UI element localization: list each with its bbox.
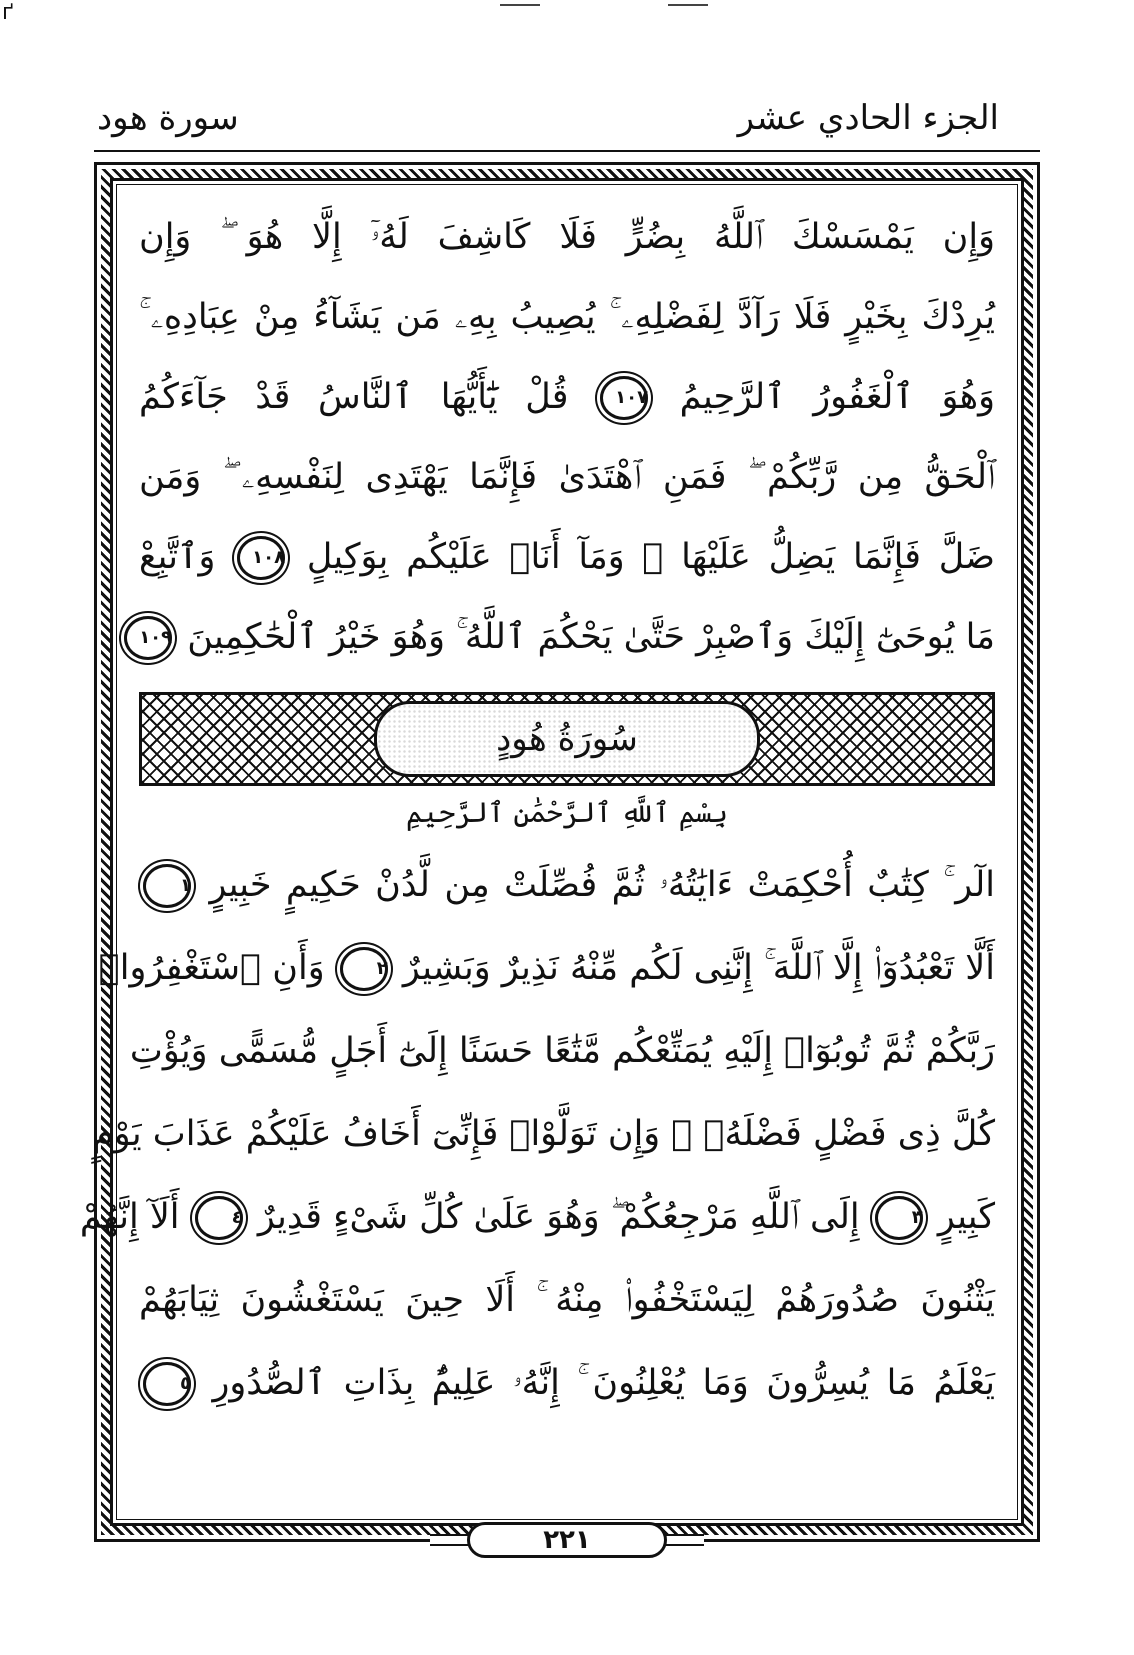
verse-text: يَثْنُونَ صُدُورَهُمْ لِيَسْتَخْفُوا۟ مِنْهُ ۚ أَلَا حِينَ يَسْتَغْشُونَ ثِيَابَهُمْ: [139, 1280, 995, 1320]
ayah-number: ٤: [231, 1207, 243, 1228]
verse-text: إِلَى ٱللَّهِ مَرْجِعُكُمْ ۖ وَهُوَ عَلَىٰ كُلِّ شَىْءٍ قَدِيرٌ: [257, 1197, 860, 1237]
page-plaque-ornament: [664, 1534, 704, 1546]
text-line: [92, 1104, 995, 1164]
surah-title-banner: [139, 692, 995, 786]
header-rule: [94, 150, 1040, 152]
text-line: [79, 1187, 995, 1247]
verse-text: الٓر ۚ كِتَٰبٌ أُحْكِمَتْ ءَايَٰتُهُۥ ثُمَّ فُصِّلَتْ مِن لَّدُنْ حَكِيمٍ خَبِيرٍ: [209, 865, 995, 905]
text-line: [139, 855, 995, 915]
text-line: [139, 527, 995, 587]
basmala: بِسْمِ ٱللَّهِ ٱلرَّحْمَٰنِ ٱلرَّحِيمِ: [405, 796, 728, 829]
text-line: [139, 1270, 995, 1330]
ayah-marker: [340, 947, 388, 991]
verse-text: ضَلَّ فَإِنَّمَا يَضِلُّ عَلَيْهَا ۖ وَمَآ أَنَا۠ عَلَيْكُم بِوَكِيلٍ: [306, 537, 995, 577]
ayah-number: ٣: [911, 1207, 923, 1228]
top-dash: [668, 4, 708, 6]
page-plaque-ornament: [430, 1534, 470, 1546]
text-line: [98, 938, 995, 998]
ayah-marker: [600, 376, 648, 420]
text-line: [139, 447, 995, 507]
verse-text: يُرِدْكَ بِخَيْرٍ فَلَا رَآدَّ لِفَضْلِهِۦ ۚ يُصِيبُ بِهِۦ مَن يَشَآءُ مِنْ عِبَادِهِۦ ۚ: [139, 297, 995, 337]
verse-text: مَا يُوحَىٰٓ إِلَيْكَ وَٱصْبِرْ حَتَّىٰ يَحْكُمَ ٱللَّهُ ۚ وَهُوَ خَيْرُ ٱلْحَٰكِمِينَ: [187, 617, 995, 657]
verse-text: أَلَآ إِنَّهُمْ: [79, 1197, 180, 1237]
text-line: [129, 1021, 995, 1081]
verse-text: رَبَّكُمْ ثُمَّ تُوبُوٓا۟ إِلَيْهِ يُمَتِّعْكُم مَّتَٰعًا حَسَنًا إِلَىٰٓ أَجَلٍ مُّسَمًّى وَيُؤْتِ: [129, 1031, 995, 1071]
ayah-number: ١: [180, 875, 191, 896]
verse-text: وَهُوَ ٱلْغَفُورُ ٱلرَّحِيمُ: [679, 377, 995, 417]
surah-title-cartouche: [374, 701, 760, 777]
ayah-number: ١٠٩: [139, 627, 173, 648]
verse-text: يَعْلَمُ مَا يُسِرُّونَ وَمَا يُعْلِنُونَ ۚ إِنَّهُۥ عَلِيمٌۢ بِذَاتِ ٱلصُّدُورِ: [212, 1363, 995, 1403]
ayah-marker: [143, 1362, 191, 1406]
surah-header: سورة هود: [97, 98, 239, 138]
text-area: [79, 184, 1018, 1520]
text-line: [139, 207, 995, 267]
ayah-marker: [195, 1196, 243, 1240]
ayah-marker: [237, 536, 285, 580]
top-dash: [500, 4, 540, 6]
stray-mark: ґ: [2, 0, 14, 25]
surah-title: سُورَةُ هُودٍ: [496, 719, 638, 759]
text-line: [139, 607, 995, 667]
ayah-number: ٥: [180, 1373, 191, 1394]
verse-text: وَأَنِ ٱسْتَغْفِرُوا۟: [98, 948, 325, 988]
text-line: [139, 1353, 995, 1413]
verse-text: كُلَّ ذِى فَضْلٍ فَضْلَهُۥ ۖ وَإِن تَوَلَّوْا۟ فَإِنِّىٓ أَخَافُ عَلَيْكُمْ عَذَابَ يَوْمٍ: [92, 1114, 995, 1154]
ayah-number: ٢: [376, 958, 388, 979]
text-line: [139, 287, 995, 347]
ayah-marker: [875, 1196, 923, 1240]
ayah-number: ١٠٧: [615, 387, 649, 408]
text-line: [139, 367, 995, 427]
frame-inner-border: [79, 178, 1024, 1526]
verse-text: ٱلْحَقُّ مِن رَّبِّكُمْ ۖ فَمَنِ ٱهْتَدَىٰ فَإِنَّمَا يَهْتَدِى لِنَفْسِهِۦ ۖ وَمَن: [139, 457, 995, 497]
juz-header: الجزء الحادي عشر: [737, 98, 999, 138]
ayah-marker: [124, 616, 172, 660]
ayah-number: ١٠٨: [252, 547, 286, 568]
page-number: ٢٢١: [467, 1522, 667, 1558]
frame-chain-border: [79, 169, 1033, 1535]
ornamental-frame: [79, 162, 1040, 1542]
verse-text: وَإِن يَمْسَسْكَ ٱللَّهُ بِضُرٍّ فَلَا كَاشِفَ لَهُۥٓ إِلَّا هُوَ ۖ وَإِن: [139, 217, 995, 257]
verse-text: كَبِيرٍ: [937, 1197, 995, 1237]
verse-text: وَٱتَّبِعْ: [139, 537, 216, 577]
verse-text: أَلَّا تَعْبُدُوٓا۟ إِلَّا ٱللَّهَ ۚ إِنَّنِى لَكُم مِّنْهُ نَذِيرٌ وَبَشِيرٌ: [402, 948, 995, 988]
verse-text: قُلْ يَٰٓأَيُّهَا ٱلنَّاسُ قَدْ جَآءَكُمُ: [139, 377, 569, 417]
ayah-marker: [143, 864, 191, 908]
